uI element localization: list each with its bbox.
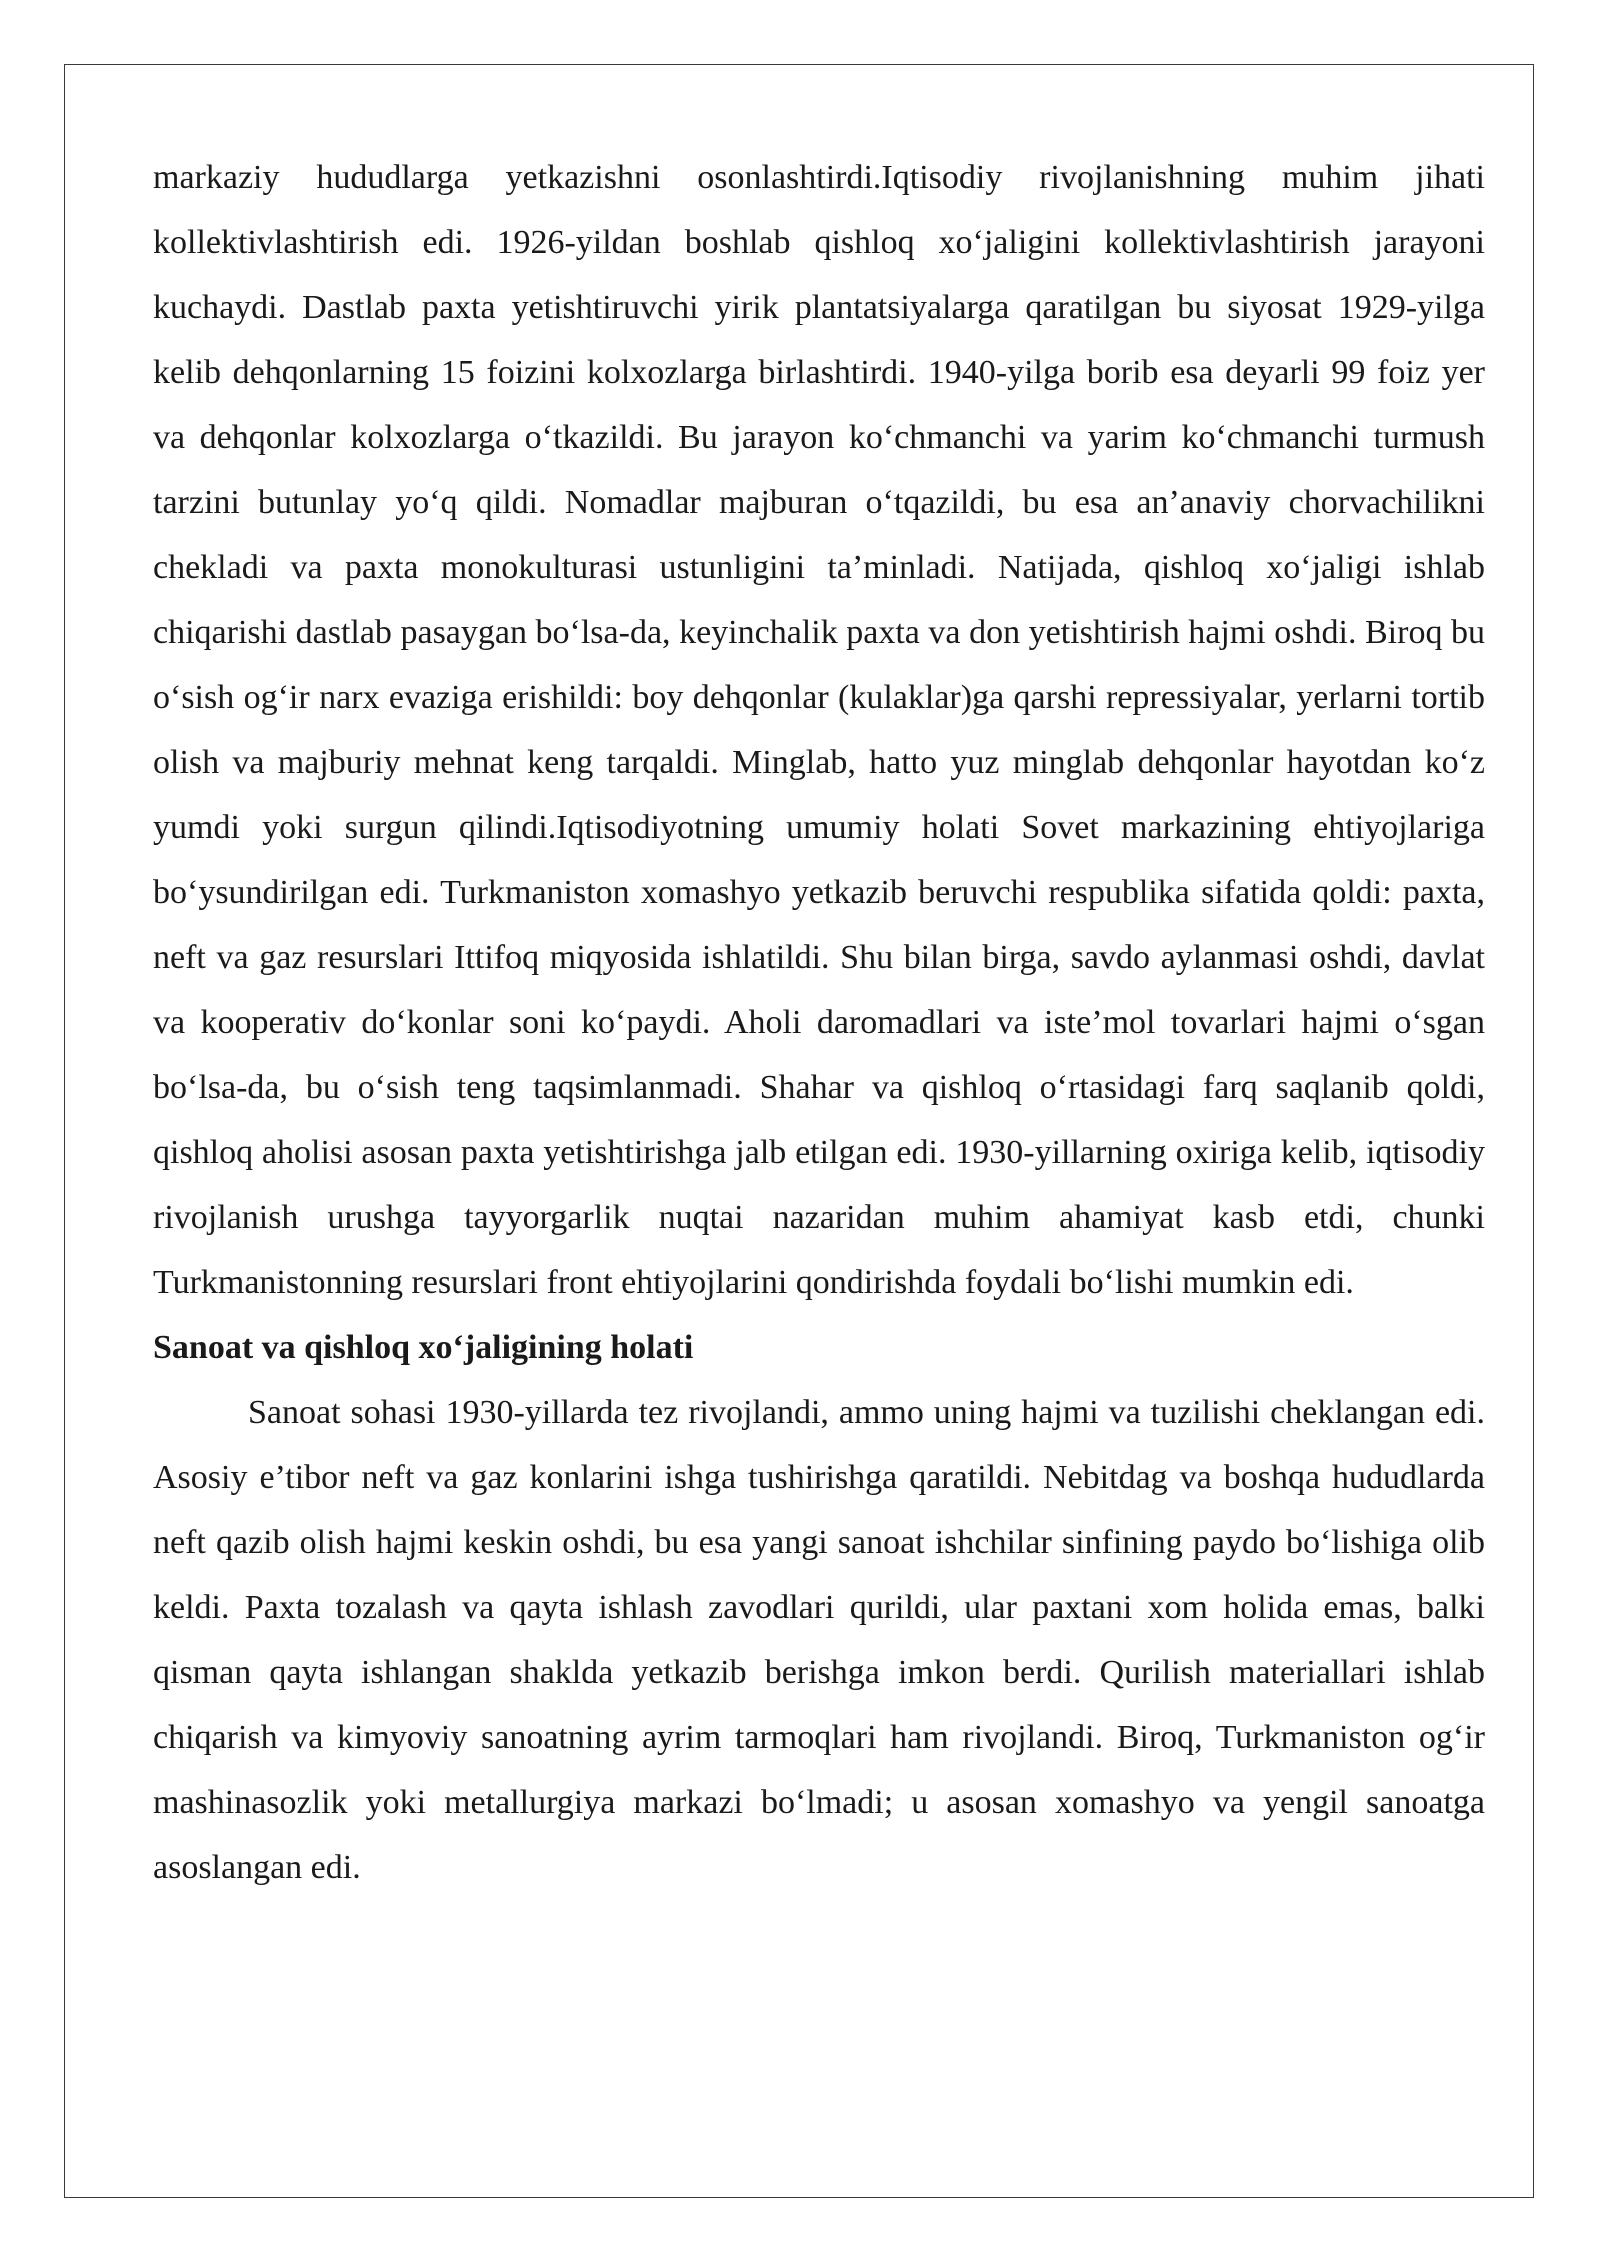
body-paragraph: Sanoat sohasi 1930-yillarda tez rivojlandi, ammo uning hajmi va tuzilishi cheklangan edi. Asosiy e’tibor neft va gaz konlarini ishga tushirishga qaratildi. Nebitdag va boshqa hududlarda neft qazib olish hajmi keskin oshdi, bu esa yangi sanoat ishchilar sinfining paydo bo‘lishiga olib keldi. Paxta tozalash va qayta ishlash zavodlari qurildi, ular paxtani xom holida emas, balki qisman qayta ishlangan shaklda yetkazib berishga imkon berdi. Qurilish materiallari ishlab chiqarish va kimyoviy sanoatning ayrim tarmoqlari ham rivojlandi. Biroq, Turkmaniston og‘ir mashinasozlik yoki metallurgiya markazi bo‘lmadi; u asosan xomashyo va yengil sanoatga asoslangan edi. [153, 1394, 1485, 1886]
section-heading: Sanoat va qishloq xo‘jaligining holati [153, 1329, 694, 1366]
document-body [153, 145, 1485, 1900]
body-paragraph: markaziy hududlarga yetkazishni osonlashtirdi.Iqtisodiy rivojlanishning muhim jihati kollektivlashtirish edi. 1926-yildan boshlab qishloq xo‘jaligini kollektivlashtirish jarayoni kuchaydi. Dastlab paxta yetishtiruvchi yirik plantatsiyalarga qaratilgan bu siyosat 1929-yilga kelib dehqonlarning 15 foizini kolxozlarga birlashtirdi. 1940-yilga borib esa deyarli 99 foiz yer va dehqonlar kolxozlarga o‘tkazildi. Bu jarayon ko‘chmanchi va yarim ko‘chmanchi turmush tarzini butunlay yo‘q qildi. Nomadlar majburan o‘tqazildi, bu esa an’anaviy chorvachilikni chekladi va paxta monokulturasi ustunligini ta’minladi. Natijada, qishloq xo‘jaligi ishlab chiqarishi dastlab pasaygan bo‘lsa-da, keyinchalik paxta va don yetishtirish hajmi oshdi. Biroq bu o‘sish og‘ir narx evaziga erishildi: boy dehqonlar (kulaklar)ga qarshi repressiyalar, yerlarni tortib olish va majburiy mehnat keng tarqaldi. Minglab, hatto yuz minglab dehqonlar hayotdan ko‘z yumdi yoki surgun qilindi.Iqtisodiyotning umumiy holati Sovet markazining ehtiyojlariga bo‘ysundirilgan edi. Turkmaniston xomashyo yetkazib beruvchi respublika sifatida qoldi: paxta, neft va gaz resurslari Ittifoq miqyosida ishlatildi. Shu bilan birga, savdo aylanmasi oshdi, davlat va kooperativ do‘konlar soni ko‘paydi. Aholi daromadlari va iste’mol tovarlari hajmi o‘sgan bo‘lsa-da, bu o‘sish teng taqsimlanmadi. Shahar va qishloq o‘rtasidagi farq saqlanib qoldi, qishloq aholisi asosan paxta yetishtirishga jalb etilgan edi. 1930-yillarning oxiriga kelib, iqtisodiy rivojlanish urushga tayyorgarlik nuqtai nazaridan muhim ahamiyat kasb etdi, chunki Turkmanistonning resurslari front ehtiyojlarini qondirishda foydali bo‘lishi mumkin edi. [153, 159, 1485, 1301]
